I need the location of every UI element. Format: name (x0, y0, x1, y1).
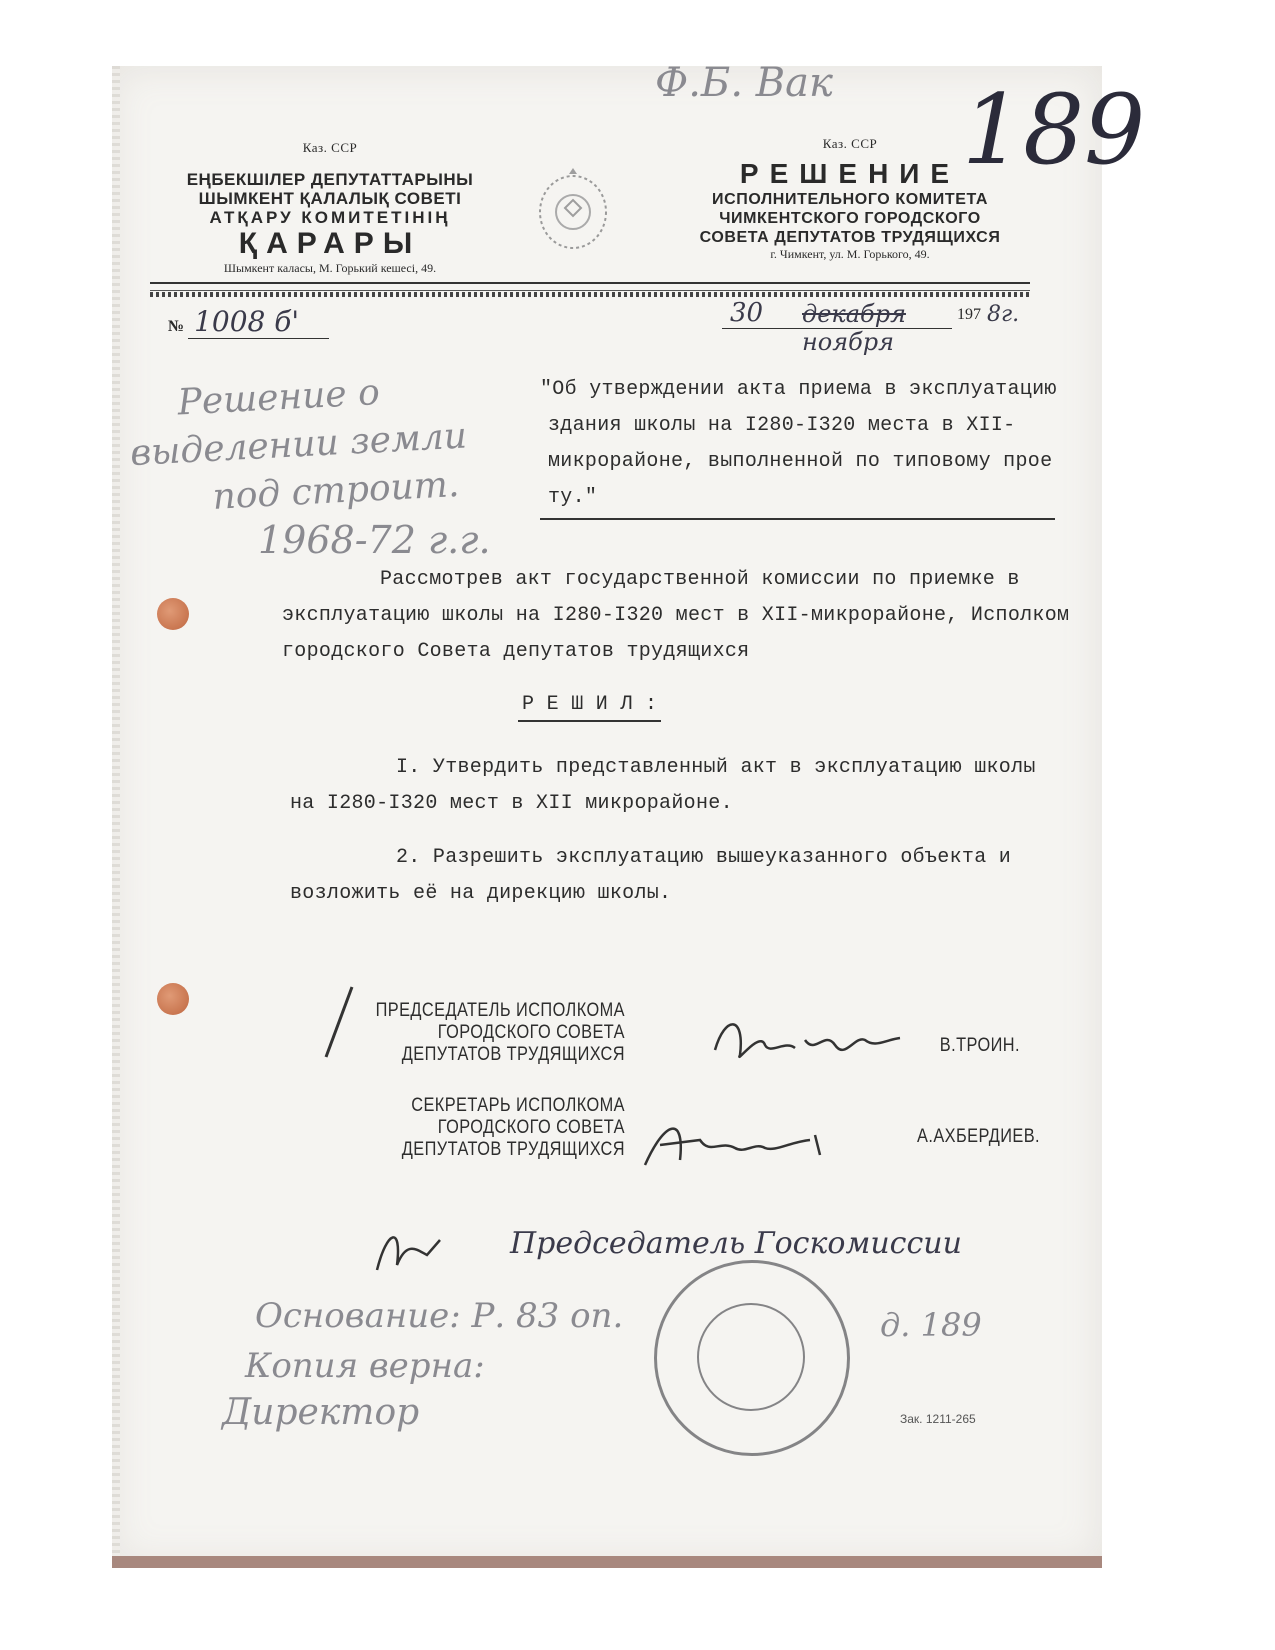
date-year-prefix: 197 (957, 306, 981, 323)
subject-line-4: ту." (548, 486, 598, 509)
basis-note: Основание: Р. 83 оп. (255, 1296, 624, 1336)
chairman-title-line-2: ГОРОДСКОГО СОВЕТА (437, 1022, 625, 1043)
number-prefix: № (168, 318, 185, 335)
margin-note-line-1: Решение о (176, 372, 381, 424)
subject-underline (540, 518, 1055, 520)
header-right-title: РЕШЕНИЕ (739, 158, 961, 189)
item-1-line-2: на I280-I320 мест в XII микрорайоне. (290, 792, 733, 815)
state-emblem (535, 168, 611, 252)
commission-signature (372, 1220, 442, 1285)
copy-note: Копия верна: (245, 1346, 485, 1386)
commission-note: Председатель Госкомиссии (510, 1226, 962, 1261)
item-2-line-1: 2. Разрешить эксплуатацию вышеуказанного объекта и (396, 846, 1012, 869)
header-right-ssr: Каз. ССР (822, 136, 878, 151)
basis-ref: д. 189 (880, 1306, 982, 1344)
subject-line-1: "Об утверждении акта приема в эксплуатацию (540, 378, 1057, 401)
secretary-title-line-3: ДЕПУТАТОВ ТРУДЯЩИХСЯ (401, 1139, 625, 1160)
secretary-name: А.АХБЕРДИЕВ. (917, 1126, 1040, 1147)
date-month: ноября (802, 328, 895, 356)
chairman-signature (705, 1010, 905, 1081)
item-1 (290, 750, 1036, 822)
item-2 (290, 840, 1011, 912)
subject (540, 372, 1057, 516)
page-number: 189 (962, 74, 1146, 186)
punch-hole-bottom (157, 983, 189, 1015)
archive-note: Ф.Б. Вак (655, 60, 833, 106)
secretary-signature (640, 1110, 840, 1185)
document-number: 1008 б' (188, 305, 329, 339)
header-left-line-3: АТҚАРУ КОМИТЕТІНІҢ (209, 208, 451, 227)
header-left-line-1: ЕҢБЕКШІЛЕР ДЕПУТАТТАРЫНЫ (186, 170, 474, 189)
header-right-address: г. Чимкент, ул. М. Горького, 49. (770, 247, 930, 261)
secretary-title-line-2: ГОРОДСКОГО СОВЕТА (437, 1117, 625, 1138)
header-right-line-2: ЧИМКЕНТСКОГО ГОРОДСКОГО (719, 210, 981, 227)
secretary-title-line-1: СЕКРЕТАРЬ ИСПОЛКОМА (411, 1095, 625, 1116)
official-stamp (654, 1260, 850, 1456)
date-underline (722, 328, 952, 329)
signature-block-secretary (371, 1095, 625, 1161)
item-2-line-2: возложить её на дирекцию школы. (290, 882, 672, 905)
chairman-title-line-3: ДЕПУТАТОВ ТРУДЯЩИХСЯ (401, 1044, 625, 1065)
print-mark: Зак. 1211-265 (900, 1412, 976, 1426)
header-left-address: Шымкент каласы, М. Горький кешесі, 49. (223, 261, 437, 275)
header-divider (150, 282, 1030, 291)
margin-note-line-2: выделении земли (129, 415, 468, 475)
page-edge (112, 66, 120, 1564)
subject-line-3: микрорайоне, выполненной по типовому прое (548, 450, 1053, 473)
date-day: 30 (730, 298, 764, 328)
page-bottom-strip (112, 1556, 1102, 1568)
chairman-title-line-1: ПРЕДСЕДАТЕЛЬ ИСПОЛКОМА (375, 1000, 625, 1021)
date-line (712, 298, 1022, 368)
header-right-line-1: ИСПОЛНИТЕЛЬНОГО КОМИТЕТА (711, 191, 988, 208)
signature-bracket (322, 985, 358, 1060)
director-note: Директор (222, 1392, 420, 1433)
number-line (168, 305, 329, 338)
margin-note-years: 1968-72 г.г. (258, 518, 491, 562)
margin-note (129, 365, 470, 524)
preamble-line-2: эксплуатацию школы на I280-I320 мест в XII-микрорайоне, Исполком (282, 604, 1070, 627)
chairman-name: В.ТРОИН. (939, 1035, 1020, 1056)
header-left-line-2: ШЫМКЕНТ ҚАЛАЛЫҚ СОВЕТІ (198, 189, 462, 208)
signature-block-chairman (371, 1000, 625, 1066)
header-right (665, 136, 1035, 262)
item-1-line-1: I. Утвердить представленный акт в эксплуатацию школы (396, 756, 1036, 779)
header-right-line-3: СОВЕТА ДЕПУТАТОВ ТРУДЯЩИХСЯ (699, 229, 1001, 246)
preamble-line-3: городского Совета депутатов трудящихся (282, 640, 750, 663)
punch-hole-top (157, 598, 189, 630)
header-left-ssr: Каз. ССР (302, 140, 358, 155)
resolved-heading: Р Е Ш И Л : (518, 690, 661, 722)
date-year-suffix: 8г. (987, 302, 1020, 327)
header-left (150, 140, 510, 276)
margin-note-line-3: под строит. (211, 463, 461, 518)
subject-line-2: здания школы на I280-I320 места в XII- (548, 414, 1016, 437)
header-left-title: ҚАРАРЫ (238, 227, 422, 260)
preamble (282, 562, 1069, 670)
header-divider-wavy (150, 292, 1030, 297)
preamble-line-1: Рассмотрев акт государственной комиссии по приемке в (380, 568, 1020, 591)
date-month-struck: декабря (802, 300, 906, 328)
